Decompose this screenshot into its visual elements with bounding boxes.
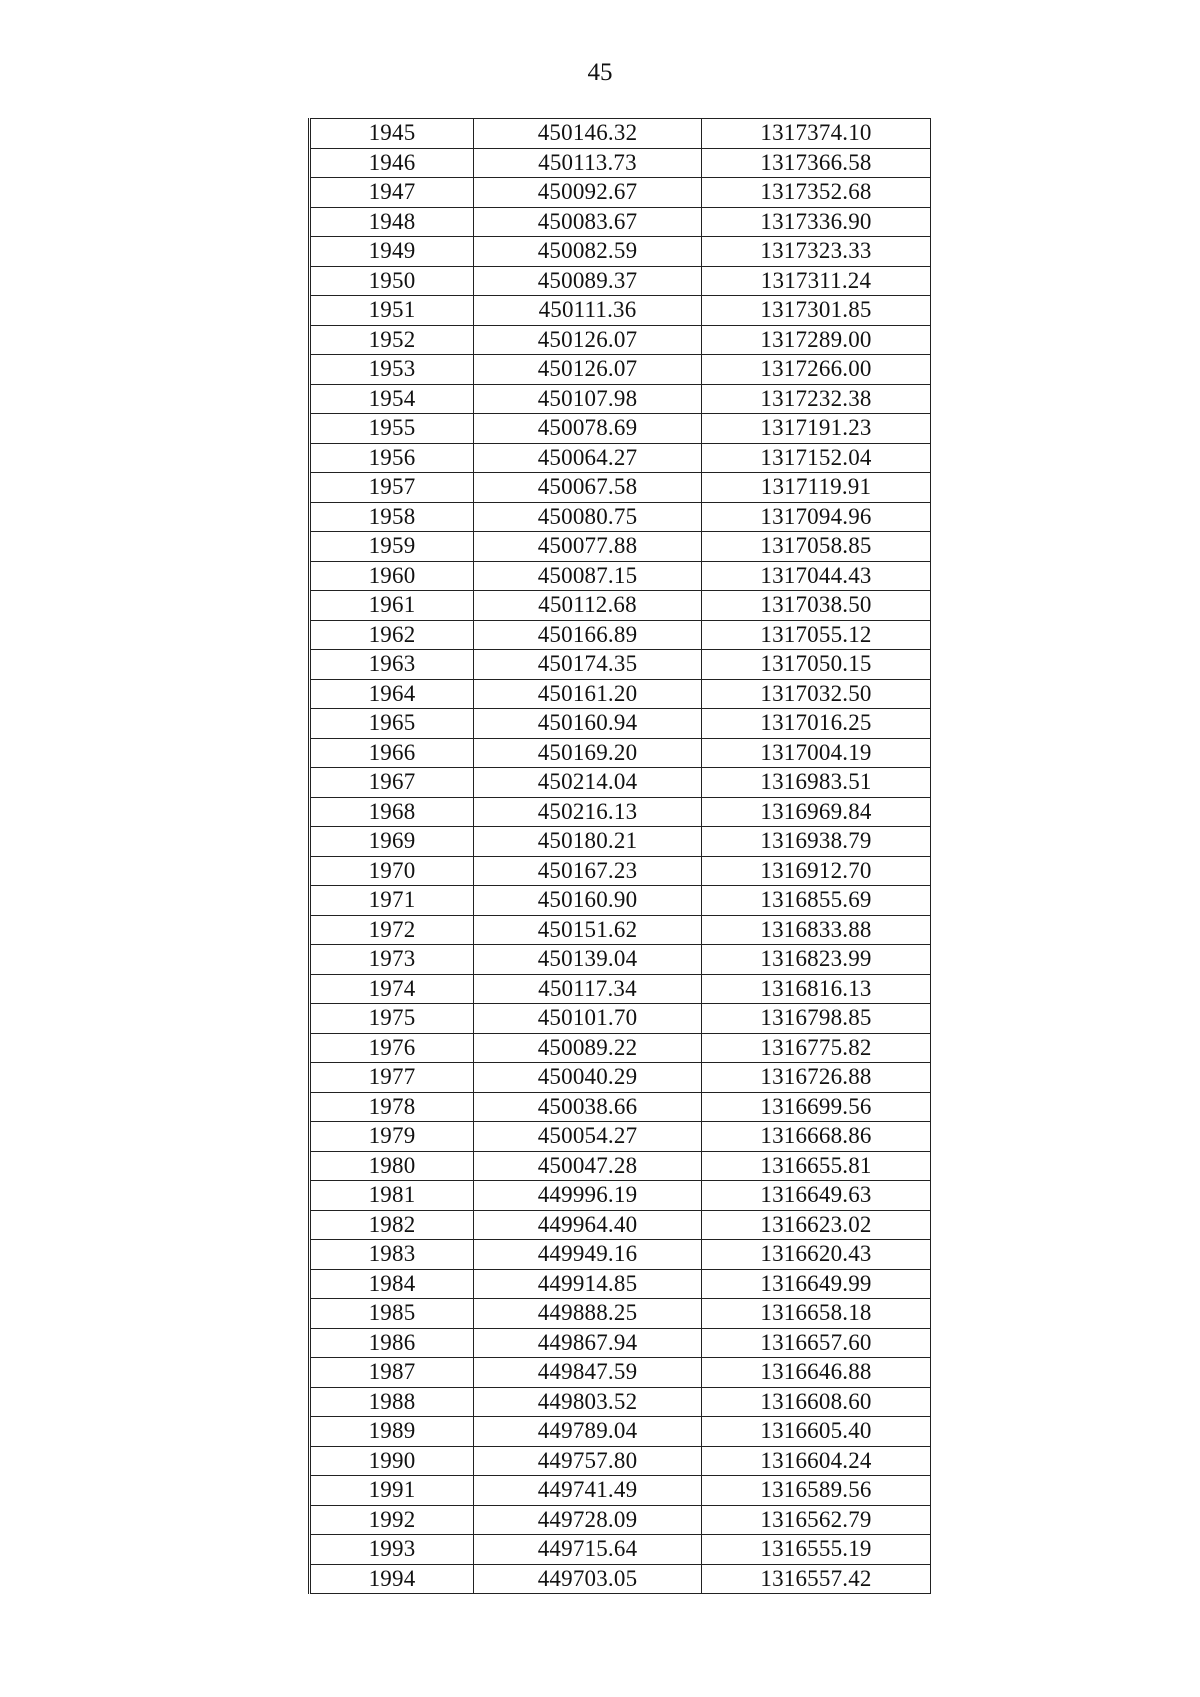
point-number-cell: 1949 xyxy=(310,237,474,267)
x-coordinate-cell: 450126.07 xyxy=(474,355,702,385)
table-row xyxy=(310,207,931,237)
table-row xyxy=(310,384,931,414)
point-number-cell: 1957 xyxy=(310,473,474,503)
point-number-cell: 1967 xyxy=(310,768,474,798)
table-row xyxy=(310,1092,931,1122)
table-row xyxy=(310,1004,931,1034)
x-coordinate-cell: 449741.49 xyxy=(474,1476,702,1506)
x-coordinate-cell: 449789.04 xyxy=(474,1417,702,1447)
x-coordinate-cell: 450038.66 xyxy=(474,1092,702,1122)
point-number-cell: 1981 xyxy=(310,1181,474,1211)
point-number-cell: 1955 xyxy=(310,414,474,444)
x-coordinate-cell: 450054.27 xyxy=(474,1122,702,1152)
table-row xyxy=(310,473,931,503)
y-coordinate-cell: 1316555.19 xyxy=(702,1535,931,1565)
y-coordinate-cell: 1317094.96 xyxy=(702,502,931,532)
table-row xyxy=(310,1240,931,1270)
table-row xyxy=(310,1063,931,1093)
x-coordinate-cell: 449949.16 xyxy=(474,1240,702,1270)
y-coordinate-cell: 1316775.82 xyxy=(702,1033,931,1063)
table-row xyxy=(310,1210,931,1240)
y-coordinate-cell: 1317232.38 xyxy=(702,384,931,414)
y-coordinate-cell: 1316912.70 xyxy=(702,856,931,886)
table-row xyxy=(310,561,931,591)
point-number-cell: 1972 xyxy=(310,915,474,945)
table-row xyxy=(310,325,931,355)
y-coordinate-cell: 1316855.69 xyxy=(702,886,931,916)
x-coordinate-cell: 450169.20 xyxy=(474,738,702,768)
y-coordinate-cell: 1316816.13 xyxy=(702,974,931,1004)
point-number-cell: 1982 xyxy=(310,1210,474,1240)
y-coordinate-cell: 1317323.33 xyxy=(702,237,931,267)
y-coordinate-cell: 1317336.90 xyxy=(702,207,931,237)
y-coordinate-cell: 1316657.60 xyxy=(702,1328,931,1358)
point-number-cell: 1952 xyxy=(310,325,474,355)
y-coordinate-cell: 1316983.51 xyxy=(702,768,931,798)
table-row xyxy=(310,1446,931,1476)
table-row xyxy=(310,827,931,857)
coordinates-table-body xyxy=(310,119,931,1594)
y-coordinate-cell: 1317119.91 xyxy=(702,473,931,503)
y-coordinate-cell: 1316649.63 xyxy=(702,1181,931,1211)
point-number-cell: 1959 xyxy=(310,532,474,562)
table-row xyxy=(310,1387,931,1417)
x-coordinate-cell: 450092.67 xyxy=(474,178,702,208)
y-coordinate-cell: 1317058.85 xyxy=(702,532,931,562)
point-number-cell: 1961 xyxy=(310,591,474,621)
y-coordinate-cell: 1316726.88 xyxy=(702,1063,931,1093)
point-number-cell: 1963 xyxy=(310,650,474,680)
table-row xyxy=(310,679,931,709)
y-coordinate-cell: 1316938.79 xyxy=(702,827,931,857)
x-coordinate-cell: 450139.04 xyxy=(474,945,702,975)
y-coordinate-cell: 1316623.02 xyxy=(702,1210,931,1240)
y-coordinate-cell: 1316604.24 xyxy=(702,1446,931,1476)
y-coordinate-cell: 1316823.99 xyxy=(702,945,931,975)
y-coordinate-cell: 1316798.85 xyxy=(702,1004,931,1034)
x-coordinate-cell: 450047.28 xyxy=(474,1151,702,1181)
point-number-cell: 1951 xyxy=(310,296,474,326)
table-row xyxy=(310,650,931,680)
y-coordinate-cell: 1317004.19 xyxy=(702,738,931,768)
point-number-cell: 1986 xyxy=(310,1328,474,1358)
point-number-cell: 1992 xyxy=(310,1505,474,1535)
table-row xyxy=(310,738,931,768)
point-number-cell: 1950 xyxy=(310,266,474,296)
point-number-cell: 1953 xyxy=(310,355,474,385)
point-number-cell: 1945 xyxy=(310,119,474,149)
x-coordinate-cell: 450216.13 xyxy=(474,797,702,827)
table-row xyxy=(310,974,931,1004)
x-coordinate-cell: 450111.36 xyxy=(474,296,702,326)
point-number-cell: 1984 xyxy=(310,1269,474,1299)
point-number-cell: 1962 xyxy=(310,620,474,650)
x-coordinate-cell: 450064.27 xyxy=(474,443,702,473)
point-number-cell: 1971 xyxy=(310,886,474,916)
x-coordinate-cell: 449703.05 xyxy=(474,1564,702,1594)
x-coordinate-cell: 450126.07 xyxy=(474,325,702,355)
point-number-cell: 1973 xyxy=(310,945,474,975)
y-coordinate-cell: 1316646.88 xyxy=(702,1358,931,1388)
point-number-cell: 1946 xyxy=(310,148,474,178)
point-number-cell: 1974 xyxy=(310,974,474,1004)
x-coordinate-cell: 450089.37 xyxy=(474,266,702,296)
x-coordinate-cell: 450174.35 xyxy=(474,650,702,680)
y-coordinate-cell: 1317352.68 xyxy=(702,178,931,208)
table-row xyxy=(310,443,931,473)
table-row xyxy=(310,1417,931,1447)
table-row xyxy=(310,886,931,916)
x-coordinate-cell: 450214.04 xyxy=(474,768,702,798)
point-number-cell: 1987 xyxy=(310,1358,474,1388)
x-coordinate-cell: 450089.22 xyxy=(474,1033,702,1063)
table-row xyxy=(310,768,931,798)
x-coordinate-cell: 450160.94 xyxy=(474,709,702,739)
x-coordinate-cell: 450087.15 xyxy=(474,561,702,591)
y-coordinate-cell: 1317374.10 xyxy=(702,119,931,149)
y-coordinate-cell: 1316658.18 xyxy=(702,1299,931,1329)
x-coordinate-cell: 450082.59 xyxy=(474,237,702,267)
y-coordinate-cell: 1317311.24 xyxy=(702,266,931,296)
x-coordinate-cell: 449847.59 xyxy=(474,1358,702,1388)
y-coordinate-cell: 1316620.43 xyxy=(702,1240,931,1270)
y-coordinate-cell: 1317152.04 xyxy=(702,443,931,473)
y-coordinate-cell: 1317289.00 xyxy=(702,325,931,355)
y-coordinate-cell: 1316969.84 xyxy=(702,797,931,827)
table-row xyxy=(310,178,931,208)
table-row xyxy=(310,945,931,975)
x-coordinate-cell: 449914.85 xyxy=(474,1269,702,1299)
y-coordinate-cell: 1316562.79 xyxy=(702,1505,931,1535)
table-row xyxy=(310,1299,931,1329)
table-row xyxy=(310,709,931,739)
table-row xyxy=(310,797,931,827)
point-number-cell: 1948 xyxy=(310,207,474,237)
point-number-cell: 1954 xyxy=(310,384,474,414)
table-row xyxy=(310,1564,931,1594)
y-coordinate-cell: 1317301.85 xyxy=(702,296,931,326)
coordinates-table xyxy=(308,118,931,1594)
y-coordinate-cell: 1317050.15 xyxy=(702,650,931,680)
point-number-cell: 1985 xyxy=(310,1299,474,1329)
y-coordinate-cell: 1317038.50 xyxy=(702,591,931,621)
y-coordinate-cell: 1317032.50 xyxy=(702,679,931,709)
y-coordinate-cell: 1316655.81 xyxy=(702,1151,931,1181)
page-number: 45 xyxy=(587,59,613,86)
point-number-cell: 1979 xyxy=(310,1122,474,1152)
x-coordinate-cell: 450107.98 xyxy=(474,384,702,414)
table-row xyxy=(310,915,931,945)
y-coordinate-cell: 1316608.60 xyxy=(702,1387,931,1417)
point-number-cell: 1980 xyxy=(310,1151,474,1181)
x-coordinate-cell: 450161.20 xyxy=(474,679,702,709)
table-row xyxy=(310,1033,931,1063)
table-row xyxy=(310,414,931,444)
table-row xyxy=(310,119,931,149)
table-row xyxy=(310,532,931,562)
y-coordinate-cell: 1316668.86 xyxy=(702,1122,931,1152)
x-coordinate-cell: 449888.25 xyxy=(474,1299,702,1329)
y-coordinate-cell: 1317366.58 xyxy=(702,148,931,178)
table-row xyxy=(310,355,931,385)
table-row xyxy=(310,1328,931,1358)
point-number-cell: 1989 xyxy=(310,1417,474,1447)
y-coordinate-cell: 1317191.23 xyxy=(702,414,931,444)
point-number-cell: 1966 xyxy=(310,738,474,768)
point-number-cell: 1968 xyxy=(310,797,474,827)
point-number-cell: 1947 xyxy=(310,178,474,208)
point-number-cell: 1990 xyxy=(310,1446,474,1476)
table-row xyxy=(310,1476,931,1506)
x-coordinate-cell: 450113.73 xyxy=(474,148,702,178)
x-coordinate-cell: 450167.23 xyxy=(474,856,702,886)
point-number-cell: 1965 xyxy=(310,709,474,739)
table-row xyxy=(310,296,931,326)
point-number-cell: 1958 xyxy=(310,502,474,532)
point-number-cell: 1988 xyxy=(310,1387,474,1417)
point-number-cell: 1975 xyxy=(310,1004,474,1034)
point-number-cell: 1964 xyxy=(310,679,474,709)
table-row xyxy=(310,1151,931,1181)
y-coordinate-cell: 1317044.43 xyxy=(702,561,931,591)
y-coordinate-cell: 1316605.40 xyxy=(702,1417,931,1447)
x-coordinate-cell: 450080.75 xyxy=(474,502,702,532)
point-number-cell: 1993 xyxy=(310,1535,474,1565)
x-coordinate-cell: 450117.34 xyxy=(474,974,702,1004)
point-number-cell: 1983 xyxy=(310,1240,474,1270)
x-coordinate-cell: 449757.80 xyxy=(474,1446,702,1476)
table-row xyxy=(310,502,931,532)
point-number-cell: 1969 xyxy=(310,827,474,857)
x-coordinate-cell: 449867.94 xyxy=(474,1328,702,1358)
x-coordinate-cell: 449996.19 xyxy=(474,1181,702,1211)
x-coordinate-cell: 449728.09 xyxy=(474,1505,702,1535)
table-row xyxy=(310,237,931,267)
y-coordinate-cell: 1317055.12 xyxy=(702,620,931,650)
table-row xyxy=(310,1122,931,1152)
y-coordinate-cell: 1316699.56 xyxy=(702,1092,931,1122)
table-row xyxy=(310,266,931,296)
point-number-cell: 1970 xyxy=(310,856,474,886)
x-coordinate-cell: 449803.52 xyxy=(474,1387,702,1417)
x-coordinate-cell: 450083.67 xyxy=(474,207,702,237)
table-row xyxy=(310,1181,931,1211)
x-coordinate-cell: 450112.68 xyxy=(474,591,702,621)
x-coordinate-cell: 450101.70 xyxy=(474,1004,702,1034)
table-row xyxy=(310,1269,931,1299)
x-coordinate-cell: 450078.69 xyxy=(474,414,702,444)
x-coordinate-cell: 450151.62 xyxy=(474,915,702,945)
y-coordinate-cell: 1317266.00 xyxy=(702,355,931,385)
y-coordinate-cell: 1316589.56 xyxy=(702,1476,931,1506)
x-coordinate-cell: 450040.29 xyxy=(474,1063,702,1093)
x-coordinate-cell: 450160.90 xyxy=(474,886,702,916)
y-coordinate-cell: 1316833.88 xyxy=(702,915,931,945)
table-row xyxy=(310,1535,931,1565)
point-number-cell: 1991 xyxy=(310,1476,474,1506)
point-number-cell: 1976 xyxy=(310,1033,474,1063)
x-coordinate-cell: 450180.21 xyxy=(474,827,702,857)
x-coordinate-cell: 449715.64 xyxy=(474,1535,702,1565)
table-row xyxy=(310,620,931,650)
table-row xyxy=(310,591,931,621)
point-number-cell: 1977 xyxy=(310,1063,474,1093)
table-row xyxy=(310,1358,931,1388)
y-coordinate-cell: 1316557.42 xyxy=(702,1564,931,1594)
point-number-cell: 1978 xyxy=(310,1092,474,1122)
x-coordinate-cell: 450146.32 xyxy=(474,119,702,149)
table-row xyxy=(310,856,931,886)
x-coordinate-cell: 450067.58 xyxy=(474,473,702,503)
point-number-cell: 1960 xyxy=(310,561,474,591)
table-row xyxy=(310,148,931,178)
point-number-cell: 1994 xyxy=(310,1564,474,1594)
x-coordinate-cell: 450077.88 xyxy=(474,532,702,562)
y-coordinate-cell: 1316649.99 xyxy=(702,1269,931,1299)
point-number-cell: 1956 xyxy=(310,443,474,473)
y-coordinate-cell: 1317016.25 xyxy=(702,709,931,739)
x-coordinate-cell: 449964.40 xyxy=(474,1210,702,1240)
table-row xyxy=(310,1505,931,1535)
x-coordinate-cell: 450166.89 xyxy=(474,620,702,650)
